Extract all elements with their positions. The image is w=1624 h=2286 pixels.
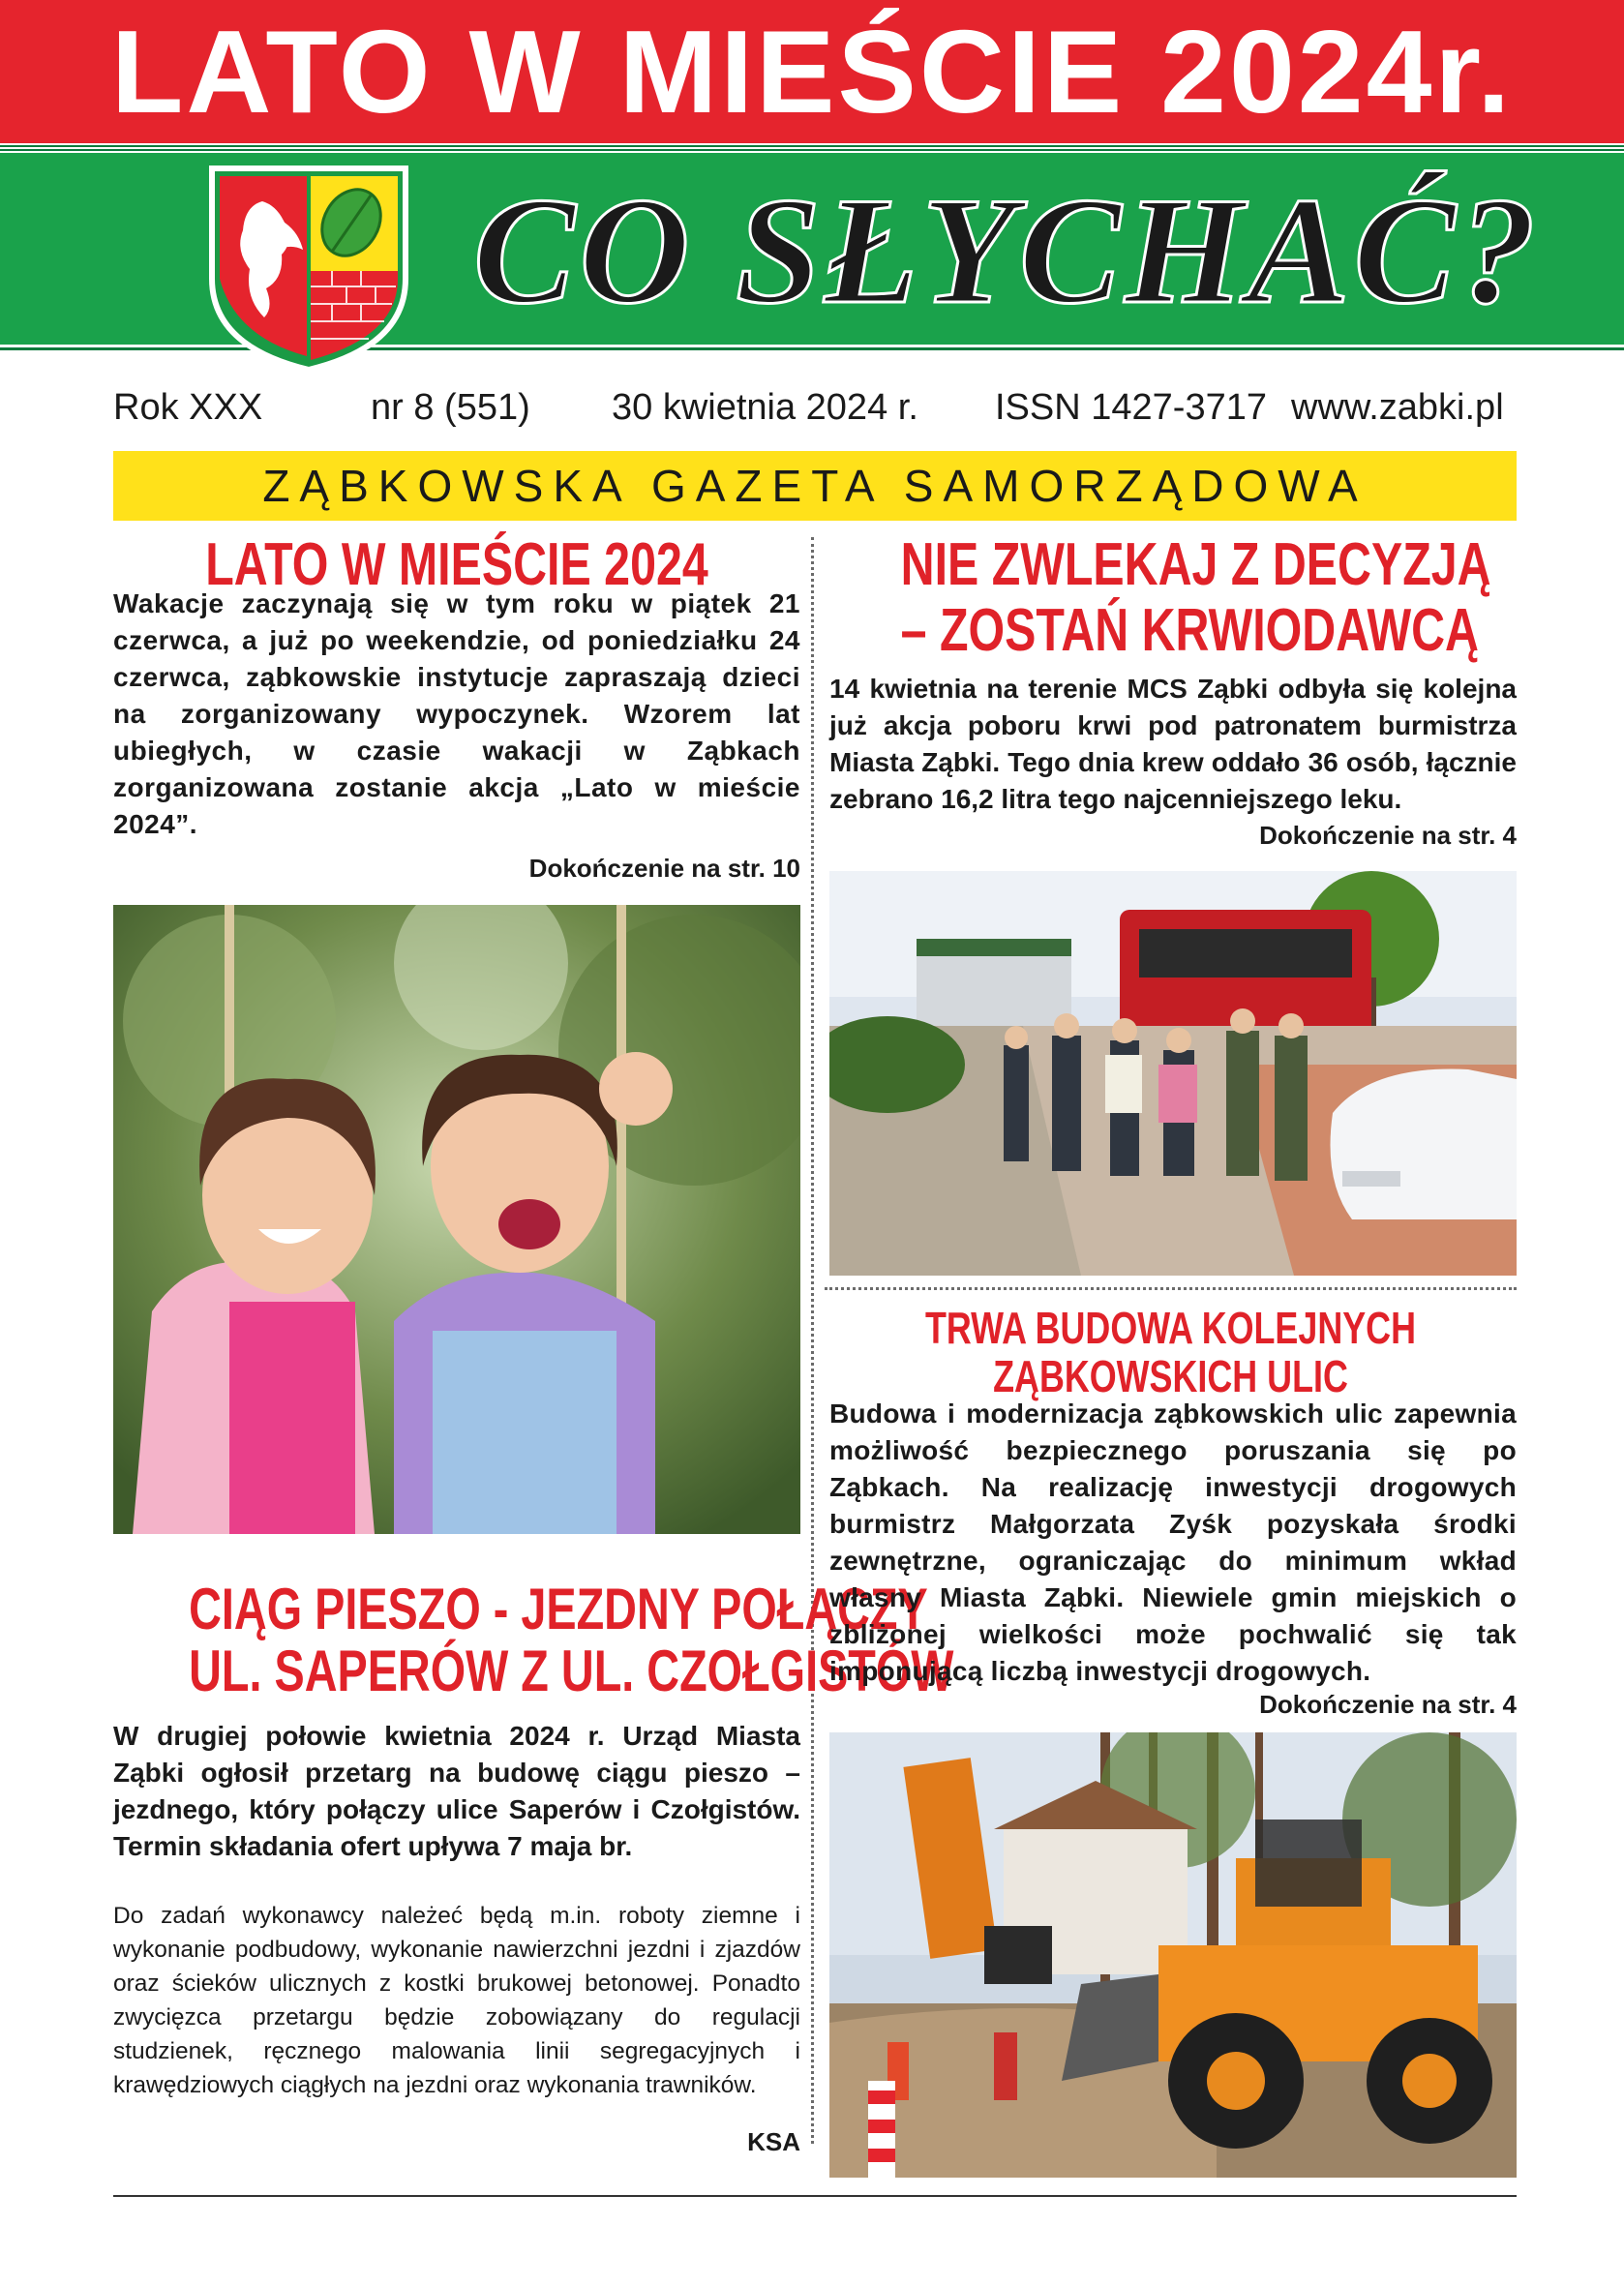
photo-blood-donation (829, 871, 1517, 1276)
subtitle: ZĄBKOWSKA GAZETA SAMORZĄDOWA (262, 461, 1368, 511)
column-divider (811, 537, 814, 2144)
headline-lato: LATO W MIEŚCIE 2024 (205, 531, 708, 598)
lead-ulice: Budowa i modernizacja ząbkowskich ulic zapewnia możliwość bezpiecznego poruszania się po Ząbkach. Na realizację inwestycji drogowych burmistrz Małgorzata Zyśk pozyskała środki zewnętrzne, ograniczając do minimum wkład własny Miasta Ząbki. Niewiele gmin miejskich o zbliżonej wielkości może pochwalić się tak imponującą liczbą inwestycji drogowych. (829, 1399, 1517, 1686)
continued-krew: Dokończenie na str. 4 (1259, 821, 1517, 850)
issue-date: 30 kwietnia 2024 r. (612, 387, 918, 428)
masthead-title: CO SŁYCHAĆ? (473, 166, 1540, 336)
signature-ciag: KSA (747, 2127, 800, 2156)
lead-ciag: W drugiej połowie kwietnia 2024 r. Urząd Miasta Ząbki ogłosił przetarg na budowę ciągu pieszo – jezdnego, który połączy ulice Saperów i Czołgistów. Termin składania ofert upływa 7 maja br. (113, 1721, 800, 1861)
lead-lato: Wakacje zaczynają się w tym roku w piątek 21 czerwca, a już po weekendzie, od poniedziałku 24 czerwca, ząbkowskie instytucje zapraszają dzieci na zorganizowany wypoczynek. Wzorem lat ubiegłych, w czasie wakacji w Ząbkach zorganizowana zostanie akcja „Lato w mieście 2024”. (113, 588, 800, 839)
headline-krew-line2: – ZOSTAŃ KRWIODAWCĄ (900, 597, 1479, 664)
issue-issn: ISSN 1427-3717 (995, 387, 1267, 428)
continued-lato: Dokończenie na str. 10 (528, 854, 800, 883)
article-divider (825, 1287, 1517, 1290)
coat-of-arms-icon (206, 163, 411, 376)
lead-krew: 14 kwietnia na terenie MCS Ząbki odbyła się kolejna już akcja poboru krwi pod patronatem burmistrza Miasta Ząbki. Tego dnia krew oddało 36 osób, łącznie zebrano 16,2 litra tego najcenniejszego leku. (829, 674, 1517, 814)
headline-ciag-line1: CIĄG PIESZO - JEZDNY POŁĄCZY (189, 1577, 928, 1641)
banner-divider (0, 145, 1624, 151)
issue-year: Rok XXX (113, 387, 263, 428)
headline-ulice-line1: TRWA BUDOWA KOLEJNYCH (925, 1303, 1416, 1353)
issue-website[interactable]: www.zabki.pl (1291, 387, 1504, 428)
banner-title: LATO W MIEŚCIE 2024r. (110, 6, 1514, 137)
headline-ulice-line2: ZĄBKOWSKICH ULIC (993, 1351, 1348, 1401)
photo-children-swing (113, 905, 800, 1534)
headline-ciag-line2: UL. SAPERÓW Z UL. CZOŁGISTÓW (189, 1639, 954, 1703)
bottom-rule (113, 2195, 1517, 2197)
body-ciag: Do zadań wykonawcy należeć będą m.in. roboty ziemne i wykonanie podbudowy, wykonanie nawierzchni jezdni i zjazdów oraz ścieków ulicznych z kostki brukowej betonowej. Ponadto zwycięzca przetargu będzie zobowiązany do regulacji studzienek, ręcznego malowania linii segregacyjnych i krawędziowych ciągłych na jezdni oraz wykonania trawników. (113, 1903, 800, 2098)
continued-ulice: Dokończenie na str. 4 (1259, 1690, 1517, 1719)
headline-krew-line1: NIE ZWLEKAJ Z DECYZJĄ (900, 531, 1491, 598)
issue-number: nr 8 (551) (371, 387, 530, 428)
photo-road-construction (829, 1732, 1517, 2178)
